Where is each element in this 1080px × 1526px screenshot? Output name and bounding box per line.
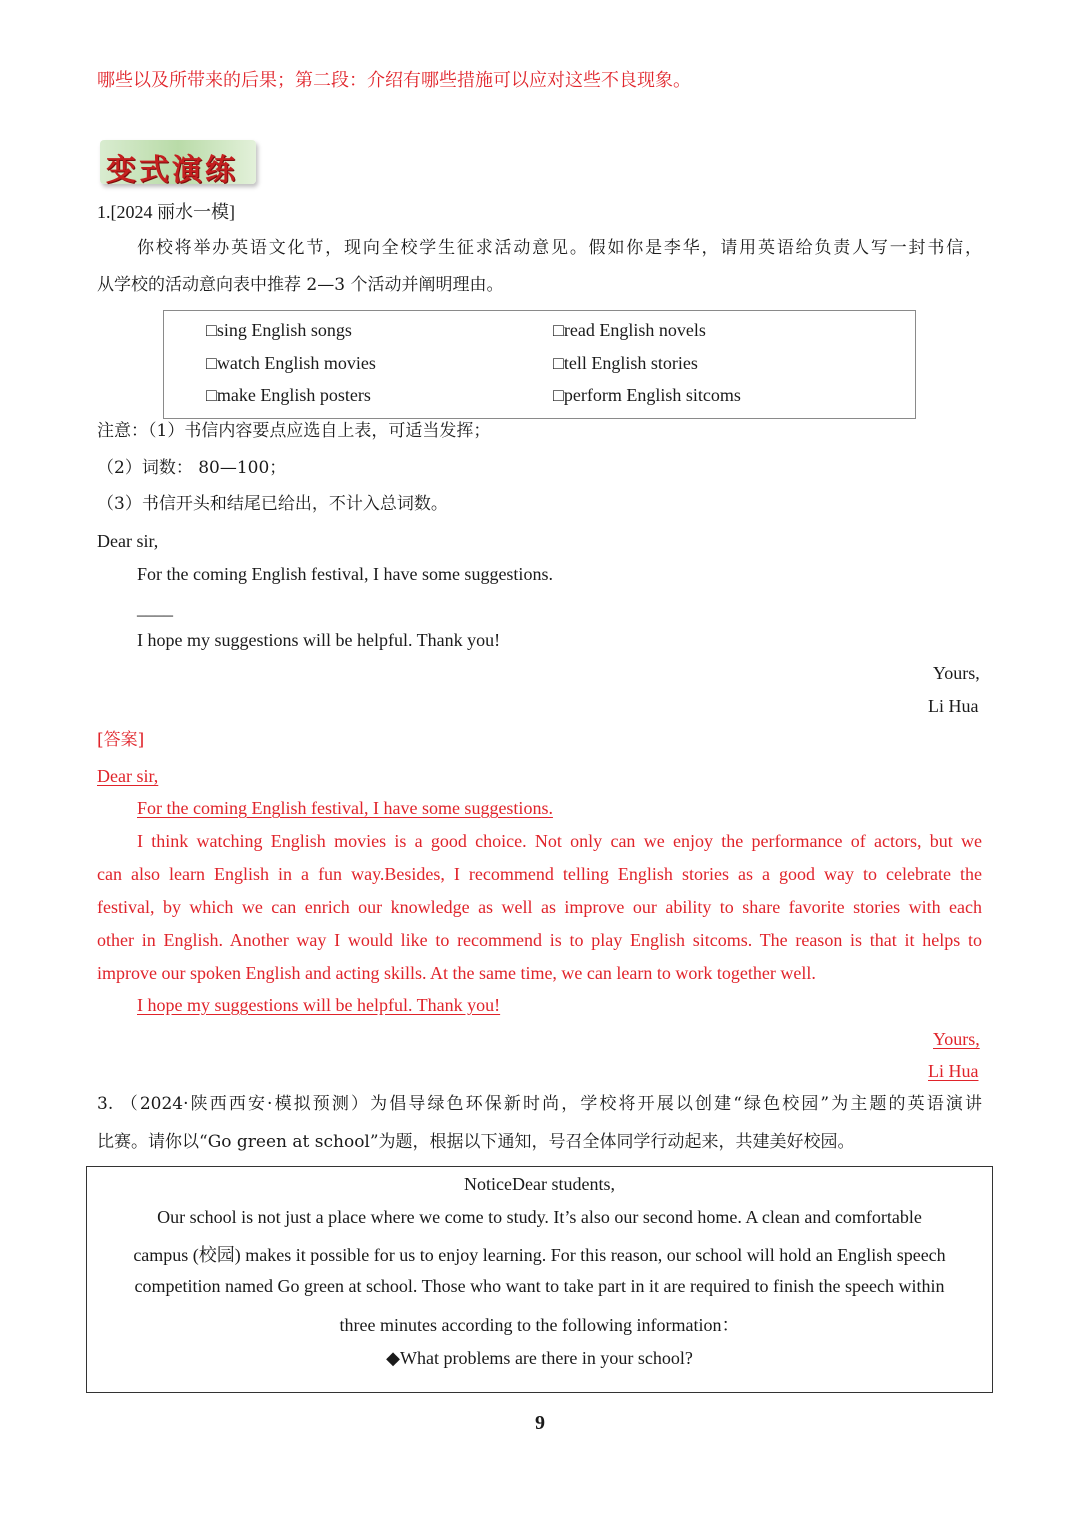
question-1-number: 1.[2024 丽水一模] xyxy=(97,202,235,222)
question-3-line2: 比赛。请你以“Go green at school”为题，根据以下通知，号召全体同学行动起来，共建美好校园。 xyxy=(97,1132,855,1152)
letter-signature: Li Hua xyxy=(928,696,979,716)
notice-line: three minutes according to the following information： xyxy=(339,1315,740,1335)
answer-body-line: I think watching English movies is a good choice. Not only can we enjoy the performance of actors, but we xyxy=(137,831,982,851)
option-item: □perform English sitcoms xyxy=(553,385,741,405)
letter-signoff: Yours, xyxy=(933,663,980,683)
letter-opening: For the coming English festival, I have some suggestions. xyxy=(137,564,553,584)
option-item: □watch English movies xyxy=(206,353,376,373)
page-number: 9 xyxy=(535,1412,545,1434)
letter-closing: I hope my suggestions will be helpful. Thank you! xyxy=(137,630,501,650)
answer-body-line: can also learn English in a fun way.Besides, I recommend telling English stories as a good way to celebrate the xyxy=(97,864,982,884)
requirement-note: 注意：（1）书信内容要点应选自上表，可适当发挥； xyxy=(97,421,491,441)
notice-line: ◆What problems are there in your school? xyxy=(386,1348,693,1368)
continued-answer-note: 哪些以及所带来的后果；第二段：介绍有哪些措施可以应对这些不良现象。 xyxy=(97,70,691,91)
letter-blank: ____ xyxy=(137,598,173,618)
requirement-note: （2）词数： 80—100； xyxy=(97,458,287,478)
answer-label: [答案] xyxy=(97,730,145,750)
question-1-prompt-line2: 从学校的活动意向表中推荐 2—3 个活动并阐明理由。 xyxy=(97,275,504,295)
answer-signature: Li Hua xyxy=(928,1061,979,1081)
answer-opening: For the coming English festival, I have some suggestions. xyxy=(137,798,553,818)
answer-body-line: improve our spoken English and acting skills. At the same time, we can learn to work together well. xyxy=(97,963,816,983)
section-banner-title: 变式演练 xyxy=(106,153,238,188)
answer-body-line: festival, by which we can enrich our knowledge as well as improve our ability to share favorite stories with each xyxy=(97,897,982,917)
answer-body-line: other in English. Another way I would like to recommend is to play English sitcoms. The reason is that it helps to xyxy=(97,930,982,950)
question-1-prompt-line1: 你校将举办英语文化节，现向全校学生征求活动意见。假如你是李华，请用英语给负责人写一封书信， xyxy=(137,238,982,258)
option-item: □make English posters xyxy=(206,385,371,405)
option-item: □sing English songs xyxy=(206,320,352,340)
notice-line: competition named Go green at school. Those who want to take part in it are required to finish the speech within xyxy=(134,1276,945,1296)
notice-line: Our school is not just a place where we come to study. It’s also our second home. A clean and comfortable xyxy=(157,1207,922,1227)
notice-title: NoticeDear students, xyxy=(464,1174,615,1194)
answer-signoff: Yours, xyxy=(933,1029,980,1049)
option-item: □tell English stories xyxy=(553,353,698,373)
section-banner xyxy=(100,140,256,188)
activity-options-table xyxy=(163,310,916,419)
letter-salutation: Dear sir, xyxy=(97,531,159,551)
question-3-line1: 3. （2024·陕西西安·模拟预测）为倡导绿色环保新时尚，学校将开展以创建“绿色校园”为主题的英语演讲 xyxy=(97,1094,982,1114)
option-item: □read English novels xyxy=(553,320,706,340)
answer-salutation: Dear sir, xyxy=(97,766,159,786)
notice-box xyxy=(86,1166,993,1393)
answer-closing: I hope my suggestions will be helpful. Thank you! xyxy=(137,995,501,1015)
requirement-note: （3）书信开头和结尾已给出，不计入总词数。 xyxy=(97,494,448,514)
notice-line: campus (校园) makes it possible for us to enjoy learning. For this reason, our school will hold an English speech xyxy=(133,1245,946,1265)
